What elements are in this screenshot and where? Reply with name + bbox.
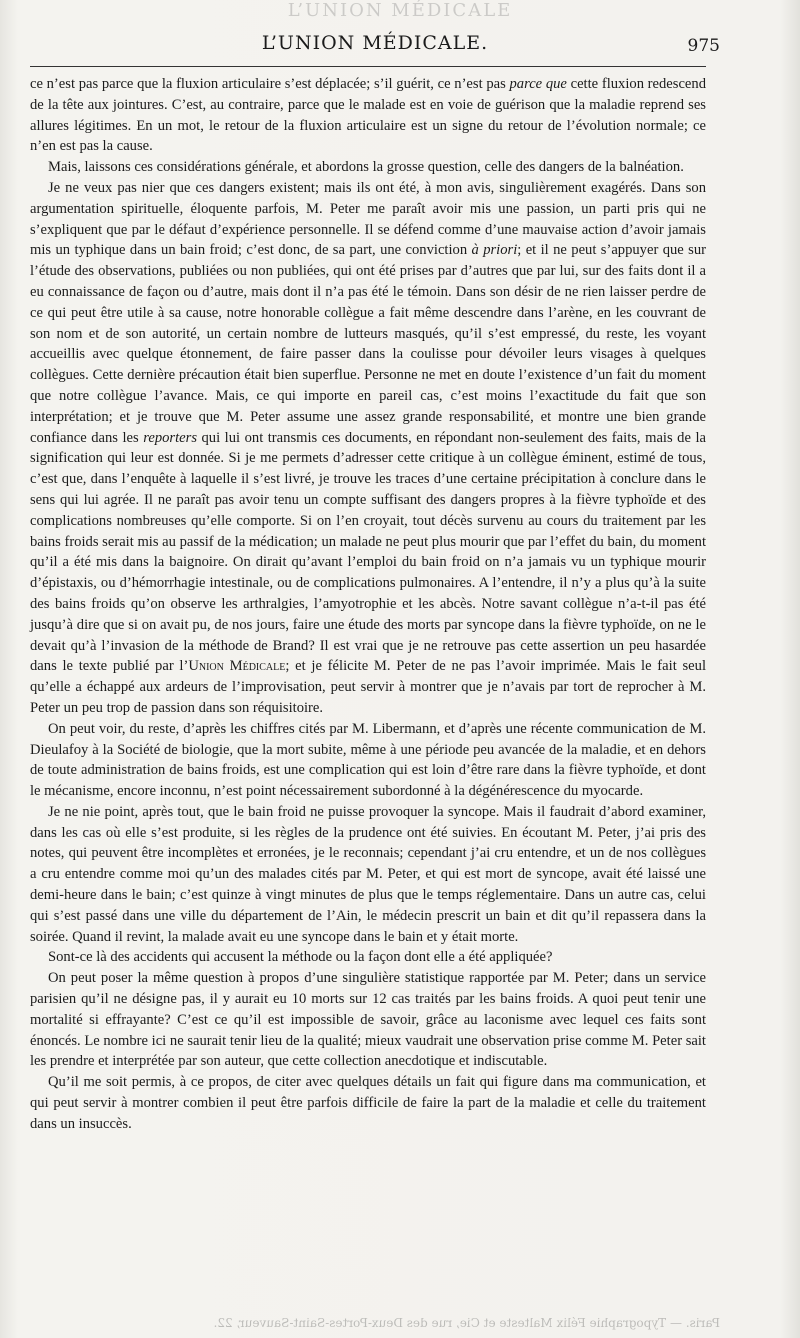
italic-run: reporters [143, 429, 197, 446]
bleed-through-header: L’UNION MÉDICALE [287, 0, 513, 21]
paragraph [30, 719, 706, 802]
italic-run: parce que [509, 76, 567, 92]
text-run: qui lui ont transmis ces documents, en répondant non-seulement des faits, mais de la signification qui leur est donnée. Si je me permets d’adresser cette critique à un collègue éminent, estimé de tous, c’est que, dans l’enquête à laquelle il s’est livré, je trouve les traces d’une certaine précipitation à conclure dans le sens qui lui agrée. Il ne paraît pas avoir tenu un compte suffisant des dangers propres à la fièvre typhoïde et des complications nombreuses qu’elle comporte. Si on l’en croyait, tout décès survenu au cours du traitement par les bains froids serait mis au passif de la médication; un malade ne peut plus mourir que par l’effet du bain, du moment qu’il a été mis dans la baignoire. On dirait qu’avant l’emploi du bain froid on n’a jamais vu un typhique mourir d’épistaxis, ou d’hémorrhagie intestinale, ou de complications pulmonaires. A l’entendre, il n’y a plus qu’à la suite des bains froids qu’on observe les arthralgies, l’amyotrophie et les abcès. Notre savant collègue n’a-t-il pas été jusqu’à dire que si on avait pu, de nos jours, faire une étude des morts par syncope dans la fièvre typhoïde, on ne le devait qu’à l’invasion de la méthode de Brand? Il est vrai que je ne retrouve pas cette assertion un peu hasardée dans le texte publié par l’ [30, 429, 706, 675]
text-run: Qu’il me soit permis, à ce propos, de citer avec quelques détails un fait qui figure dans ma communication, et qui peut servir à montrer combien il peut être parfois difficile de faire la part de la maladie et celle du traitement dans un insuccès. [30, 1074, 706, 1132]
italic-run: à priori [471, 242, 518, 259]
text-run: Mais, laissons ces considérations générale, et abordons la grosse question, celle des dangers de la balnéation. [48, 159, 684, 176]
bleed-through-imprint: Paris. — Typographie Félix Malteste et Cie, rue des Deux-Portes-Saint-Sauveur, 22. [213, 1316, 720, 1330]
text-run: ; et je félicite M. Peter de ne pas l’avoir imprimée. Mais le fait seul qu’elle a échappé aux ardeurs de l’improvisation, peut servir à montrer que je n’avais par tort de reprocher à M. Peter un peu trop de passion dans son réquisitoire. [30, 658, 706, 716]
text-run: Je ne nie point, après tout, que le bain froid ne puisse provoquer la syncope. Mais il faudrait d’abord examiner, dans les cas où elle s’est produite, si les règles de la prudence ont été suivies. En écoutant M. Peter, j’ai pris des notes, qui peuvent être incomplètes et erronées, je le reconnais; cependant j’ai cru entendre, et un de nos collègues a cru entendre comme moi qu’un des malades cités par M. Peter, et qui est mort de syncope, avait été laissé une demi-heure dans le bain; c’est quinze à vingt minutes de plus que le temps réglementaire. Dans un autre cas, celui qui s’est passé dans une ville du département de l’Ain, le médecin prescrit un bain et dit qu’il repassera dans la soirée. Quand il revint, la malade avait eu une syncope dans le bain et y était morte. [30, 803, 706, 945]
paragraph [30, 968, 706, 1072]
text-run: Je ne veux pas nier que ces dangers existent; mais ils ont été, à mon avis, singulièrement exagérés. Dans son argumentation spirituelle, éloquente parfois, M. Peter me paraît avoir mis une passion, un parti pris qui ne s’expliquent que par le défaut d’expérience personnelle. Il se défend comme d’une mauvaise action d’avoir jamais mis un typhique dans un bain froid; c’est donc, de sa part, une conviction [30, 179, 706, 259]
paragraph [30, 947, 706, 968]
header-rule [30, 66, 706, 67]
paragraph [30, 157, 706, 178]
paragraph [30, 1072, 706, 1134]
paragraph [30, 74, 706, 157]
paragraph [30, 802, 706, 948]
small-caps-run: Union Médicale [188, 658, 286, 675]
text-run: cette fluxion redescend de la tête aux jointures. C’est, au contraire, parce que le malade est en voie de guérison que la maladie reprend ses allures légitimes. En un mot, le retour de la fluxion articulaire est un signe du retour de l’évolution normale; ce n’en est pas la cause. [30, 76, 707, 155]
text-run: On peut voir, du reste, d’après les chiffres cités par M. Libermann, et d’après une récente communication de M. Dieulafoy à la Société de biologie, que la mort subite, même à une période peu avancée de la maladie, et en dehors de toute administration de bains froids, est une complication qui est loin d’être rare dans la fièvre typhoïde, et dont le mécanisme, encore inconnu, n’est point nécessairement subordonné à la dégénérescence du myocarde. [30, 720, 706, 800]
journal-title: L’UNION MÉDICALE. [261, 32, 489, 54]
text-run: ce n’est pas parce que la fluxion articulaire s’est déplacée; s’il guérit, ce n’est pas [30, 76, 510, 92]
paragraph [30, 178, 706, 719]
text-run: On peut poser la même question à propos d’une singulière statistique rapportée par M. Peter; dans un service parisien qu’il ne désigne pas, il y aurait eu 10 morts sur 12 cas traités par les bains froids. A quoi peut tenir une mortalité si effrayante? C’est ce qu’il est impossible de savoir, grâce au laconisme avec lequel ces faits sont énoncés. Le nombre ici ne saurait tenir lieu de la qualité; mieux vaudrait une observation prise comme M. Peter sait les prendre et interprétée par son auteur, que cette collection anecdotique et indiscutable. [30, 970, 706, 1070]
article-body [30, 74, 706, 1135]
text-run: Sont-ce là des accidents qui accusent la méthode ou la façon dont elle a été appliquée? [48, 949, 553, 966]
running-header [30, 32, 720, 66]
text-run: ; et il ne peut s’appuyer que sur l’étude des observations, publiées ou non publiées, qui ont été prises par d’autres que par lui, sur des faits dont il a eu connaissance de façon ou d’autre, mais dont il n’a pas été le témoin. Dans son désir de ne rien laisser perdre de ce qui peut être utile à sa cause, notre honorable collègue a fait même descendre dans l’arène, en les couvrant de son nom et de son autorité, un certain nombre de lutteurs masqués, qu’il s’est empressé, du reste, les voyant accueillis avec quelque étonnement, de faire passer dans la coulisse pour dévoiler leurs visages à quelques collègues. Cette dernière précaution était bien superflue. Personne ne met en doute l’existence d’un fait du moment que notre collègue l’avance. Mais, ce qui importe en pareil cas, c’est moins l’exactitude du fait que son interprétation; et je trouve que M. Peter assume une assez grande responsabilité, et montre une bien grande confiance dans les [30, 242, 706, 446]
page-number: 975 [687, 36, 720, 56]
